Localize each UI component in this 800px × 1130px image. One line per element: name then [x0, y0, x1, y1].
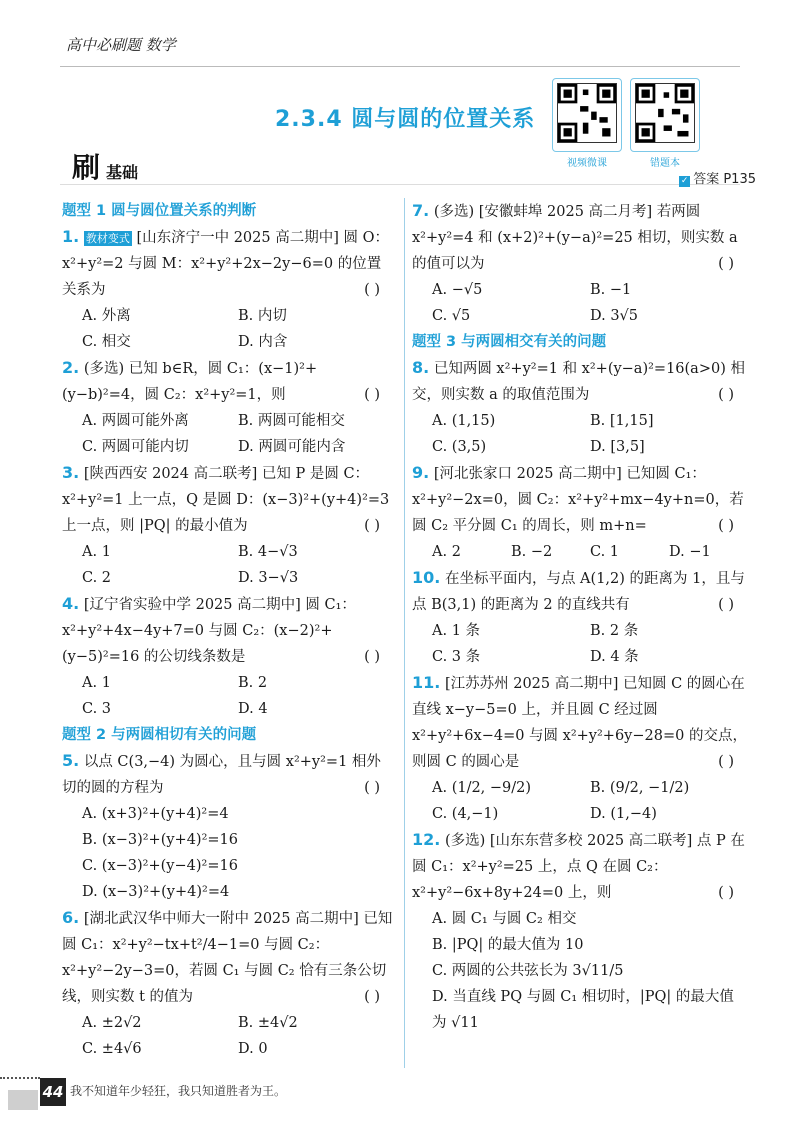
question-9: 9. [河北张家口 2025 高二期中] 已知圆 C₁：x²+y²−2x=0，圆 C₂：x²+y²+mx−4y+n=0，若圆 C₂ 平分圆 C₁ 的周长，则 m+n= ( ) A. 2 B. −2 C. 1 D. −1: [412, 460, 748, 565]
option: B. (9/2, −1/2): [590, 780, 690, 796]
option: A. 两圆可能外离: [82, 413, 189, 429]
type-heading: 题型 1 圆与圆位置关系的判断: [62, 203, 257, 219]
option: D. [3,5]: [590, 439, 645, 455]
brand-underline: [60, 184, 740, 185]
option: B. [1,15]: [590, 413, 654, 429]
question-6: 6. [湖北武汉华中师大一附中 2025 高二期中] 已知圆 C₁：x²+y²−tx+t²/4−1=0 与圆 C₂：x²+y²−2y−3=0，若圆 C₁ 与圆 C₂ 恰有三条公切线，则实数 t 的值为 ( ) A. ±2√2 B. ±4√2 C. ±4√6 D. 0: [62, 905, 394, 1062]
option: C. 3: [82, 701, 112, 717]
book-title: 高中必刷题 数学: [66, 36, 176, 54]
qr-code-icon: [557, 83, 617, 143]
question-11: 11. [江苏苏州 2025 高二期中] 已知圆 C 的圆心在直线 x−y−5=0 上，并且圆 C 经过圆 x²+y²+6x−4=0 与圆 x²+y²+6y−28=0 的交点，则圆 C 的圆心是 ( ) A. (1/2, −9/2) B. (9/2, −1/2) C. (4,−1) D. (1,−4): [412, 670, 748, 827]
option: D. 3√5: [590, 308, 639, 324]
right-column: [412, 198, 748, 1036]
question-5: 5. 以点 C(3,−4) 为圆心，且与圆 x²+y²=1 相外切的圆的方程为 ( ) A. (x+3)²+(y+4)²=4 B. (x−3)²+(y+4)²=16 C. (x−3)²+(y−4)²=16 D. (x−3)²+(y+4)²=4: [62, 748, 394, 905]
question-10: 10. 在坐标平面内，与点 A(1,2) 的距离为 1，且与点 B(3,1) 的距离为 2 的直线共有 ( ) A. 1 条 B. 2 条 C. 3 条 D. 4 条: [412, 565, 748, 670]
option: B. (x−3)²+(y+4)²=16: [82, 832, 238, 848]
option: D. (x−3)²+(y+4)²=4: [82, 884, 230, 900]
type-heading: 题型 3 与两圆相交有关的问题: [412, 334, 607, 350]
question-1: 1. 教材变式 [山东济宁一中 2025 高二期中] 圆 O：x²+y²=2 与圆 M：x²+y²+2x−2y−6=0 的位置关系为 ( ) A. 外离 B. 内切 C. 相交 D. 内含: [62, 224, 394, 355]
option: D. 3−√3: [238, 570, 299, 586]
brand-main: 刷: [72, 151, 101, 184]
option: B. 4−√3: [238, 544, 298, 560]
question-12: 12. (多选) [山东东营多校 2025 高二联考] 点 P 在圆 C₁：x²+y²=25 上，点 Q 在圆 C₂：x²+y²−6x+8y+24=0 上，则 ( ) A. 圆 C₁ 与圆 C₂ 相交 B. |PQ| 的最大值为 10 C. 两圆的公共弦长为 3√11/5 D. 当直线 PQ 与圆 C₁ 相切时，|PQ| 的最大值为 √11: [412, 827, 748, 1036]
qr-errors[interactable]: [630, 78, 700, 169]
option: C. 两圆的公共弦长为 3√11/5: [432, 963, 624, 979]
qr-video[interactable]: [552, 78, 622, 169]
option: D. 0: [238, 1041, 268, 1057]
header-rule: [60, 66, 740, 67]
option: B. −2: [511, 544, 553, 560]
option: D. −1: [669, 544, 711, 560]
option: B. −1: [590, 282, 632, 298]
option: D. 内含: [238, 334, 288, 350]
option: A. 1: [82, 675, 111, 691]
option: D. 4: [238, 701, 268, 717]
option: C. 两圆可能内切: [82, 439, 189, 455]
option: A. 1: [82, 544, 111, 560]
qr-code-icon: [635, 83, 695, 143]
footer-decoration: [8, 1090, 38, 1110]
option: D. (1,−4): [590, 806, 657, 822]
option: A. 圆 C₁ 与圆 C₂ 相交: [432, 911, 577, 927]
option: A. (1,15): [432, 413, 496, 429]
left-column: [62, 198, 394, 1062]
option: C. 3 条: [432, 649, 481, 665]
question-3: 3. [陕西西安 2024 高二联考] 已知 P 是圆 C：x²+y²=1 上一点，Q 是圆 D：(x−3)²+(y+4)²=3 上一点，则 |PQ| 的最小值为 ( ) A. 1 B. 4−√3 C. 2 D. 3−√3: [62, 460, 394, 591]
option: D. 4 条: [590, 649, 639, 665]
option: A. (1/2, −9/2): [432, 780, 532, 796]
option: B. 内切: [238, 308, 287, 324]
option: C. 相交: [82, 334, 131, 350]
page-number: 44: [40, 1078, 66, 1106]
option: B. ±4√2: [238, 1015, 298, 1031]
question-2: 2. (多选) 已知 b∈R，圆 C₁：(x−1)²+(y−b)²=4，圆 C₂：x²+y²=1，则 ( ) A. 两圆可能外离 B. 两圆可能相交 C. 两圆可能内切 D. 两圆可能内含: [62, 355, 394, 460]
option: C. √5: [432, 308, 471, 324]
qr-caption: 错题本: [650, 158, 680, 169]
column-divider: [404, 198, 405, 1068]
option: A. 1 条: [432, 623, 481, 639]
question-8: 8. 已知两圆 x²+y²=1 和 x²+(y−a)²=16(a>0) 相交，则实数 a 的取值范围为 ( ) A. (1,15) B. [1,15] C. (3,5) D. [3,5]: [412, 355, 748, 460]
section-title: 2.3.4 圆与圆的位置关系: [275, 107, 536, 132]
option: B. 2 条: [590, 623, 639, 639]
option: C. (x−3)²+(y−4)²=16: [82, 858, 238, 874]
option: C. (4,−1): [432, 806, 499, 822]
option: A. −√5: [432, 282, 483, 298]
option: A. 外离: [82, 308, 131, 324]
footer-dots: [0, 1077, 40, 1081]
option: A. ±2√2: [82, 1015, 142, 1031]
textbook-tag: 教材变式: [85, 232, 130, 245]
option: A. 2: [432, 544, 461, 560]
option: D. 两圆可能内含: [238, 439, 346, 455]
question-4: 4. [辽宁省实验中学 2025 高二期中] 圆 C₁：x²+y²+4x−4y+7=0 与圆 C₂：(x−2)²+(y−5)²=16 的公切线条数是 ( ) A. 1 B. 2 C. 3 D. 4: [62, 591, 394, 722]
option: C. 2: [82, 570, 112, 586]
footer-motto: 我不知道年少轻狂，我只知道胜者为王。: [70, 1084, 287, 1098]
check-icon: ✓: [680, 176, 689, 186]
option: B. |PQ| 的最大值为 10: [432, 937, 584, 953]
option: C. ±4√6: [82, 1041, 142, 1057]
answer-reference: ✓ 答案 P135: [680, 172, 756, 187]
question-7: 7. (多选) [安徽蚌埠 2025 高二月考] 若两圆 x²+y²=4 和 (x+2)²+(y−a)²=25 相切，则实数 a 的值可以为 ( ) A. −√5 B. −1 C. √5 D. 3√5: [412, 198, 748, 329]
brand-sub: 基础: [106, 163, 139, 182]
option: D. 当直线 PQ 与圆 C₁ 相切时，|PQ| 的最大值为 √11: [432, 989, 734, 1031]
option: B. 两圆可能相交: [238, 413, 345, 429]
type-heading: 题型 2 与两圆相切有关的问题: [62, 727, 257, 743]
option: C. (3,5): [432, 439, 487, 455]
qr-caption: 视频微课: [567, 158, 607, 169]
option: C. 1: [590, 544, 620, 560]
option: B. 2: [238, 675, 268, 691]
option: A. (x+3)²+(y+4)²=4: [82, 806, 229, 822]
